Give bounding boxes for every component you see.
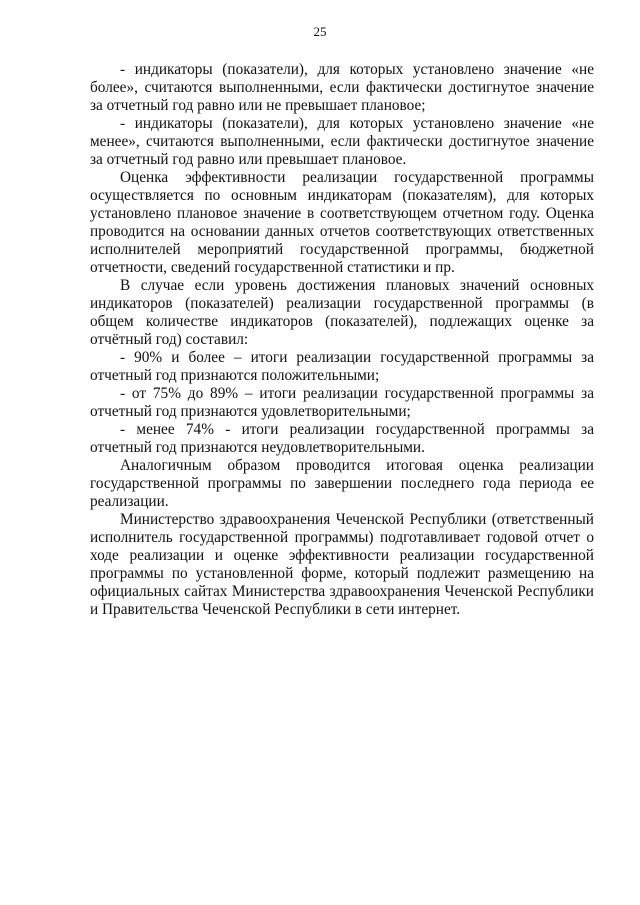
paragraph-indicator-not-less: - индикаторы (показатели), для которых установлено значение «не менее», считаются выполненными, если фактически достигнутое значение за отчетный год равно или превышает плановое. — [90, 115, 594, 168]
paragraph-indicator-not-more: - индикаторы (показатели), для которых установлено значение «не более», считаются выполненными, если фактически достигнутое значение за отчетный год равно или не превышает плановое; — [90, 61, 594, 114]
paragraph-annual-report: Министерство здравоохранения Чеченской Республики (ответственный исполнитель государственной программы) подготавливает годовой отчет о ходе реализации и оценке эффективности реализации государственной программы по установленной форме, который подлежит размещению на официальных сайтах Министерства здравоохранения Чеченской Республики и Правительства Чеченской Республики в сети интернет. — [90, 511, 594, 618]
document-body — [90, 61, 594, 619]
paragraph-positive-results: - 90% и более – итоги реализации государственной программы за отчетный год признаются положительными; — [90, 349, 594, 384]
paragraph-efficiency-assessment: Оценка эффективности реализации государственной программы осуществляется по основным индикаторам (показателям), для которых установлено плановое значение в соответствующем отчетном году. Оценка проводится на основании данных отчетов соответствующих ответственных исполнителей мероприятий государственной программы, бюджетной отчетности, сведений государственной статистики и пр. — [90, 169, 594, 276]
paragraph-achievement-level: В случае если уровень достижения плановых значений основных индикаторов (показателей) реализации государственной программы (в общем количестве индикаторов (показателей), подлежащих оценке за отчётный год) составил: — [90, 277, 594, 348]
paragraph-unsatisfactory-results: - менее 74% - итоги реализации государственной программы за отчетный год признаются неудовлетворительными. — [90, 421, 594, 456]
paragraph-satisfactory-results: - от 75% до 89% – итоги реализации государственной программы за отчетный год признаются удовлетворительными; — [90, 385, 594, 420]
page-number: 25 — [313, 24, 327, 39]
paragraph-final-assessment: Аналогичным образом проводится итоговая оценка реализации государственной программы по завершении последнего года периода ее реализации. — [90, 457, 594, 510]
